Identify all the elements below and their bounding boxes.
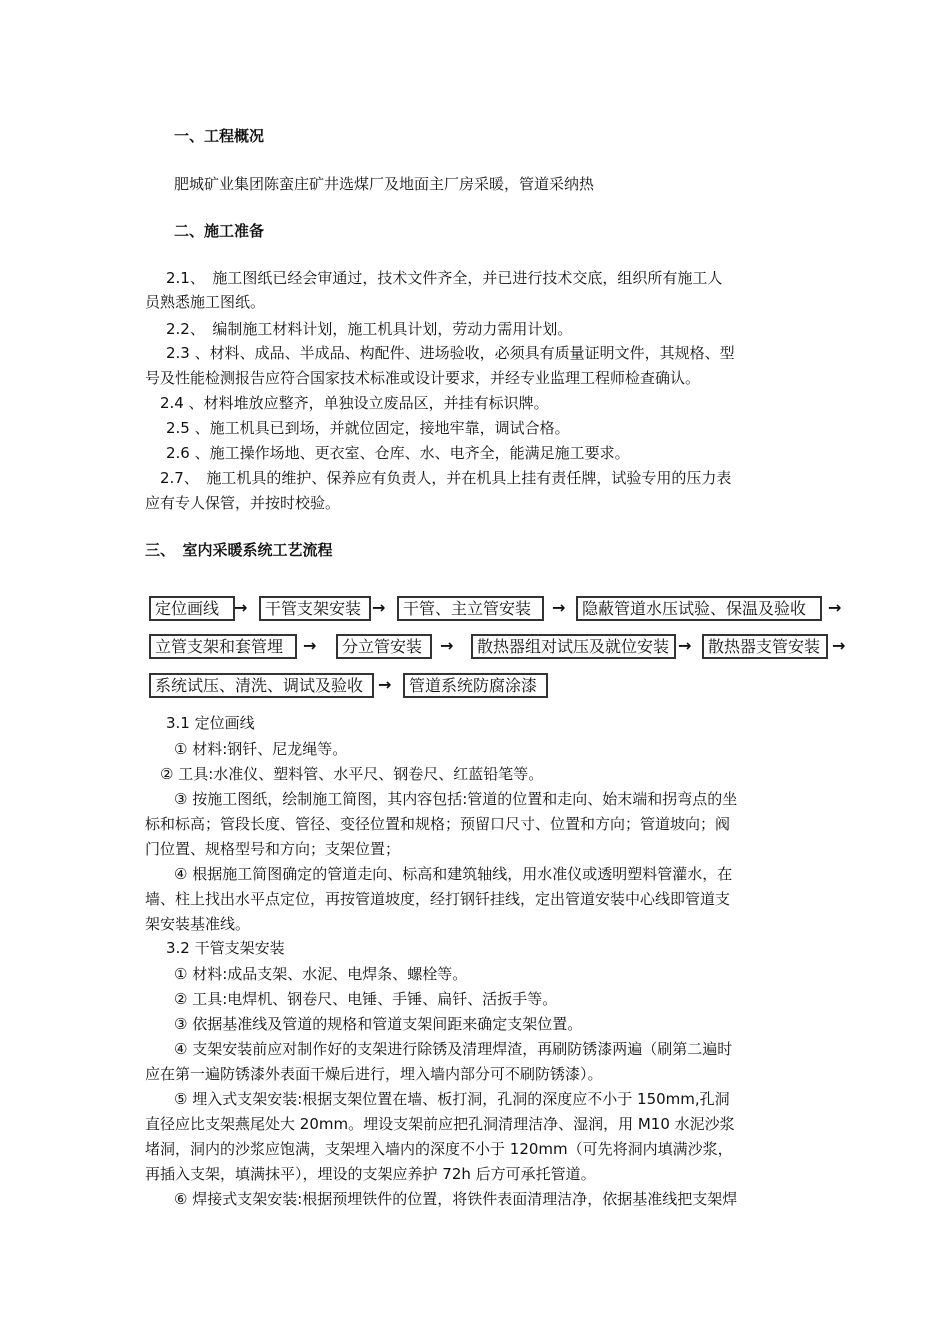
item-2-3: 2.3 、材料、成品、半成品、构配件、进场验收，必须具有质量证明文件，其规格、型 bbox=[166, 344, 735, 362]
flow-arrow: → bbox=[440, 636, 454, 655]
body-line: ③ 依据基准线及管道的规格和管道支架间距来确定支架位置。 bbox=[174, 1015, 583, 1033]
item-2-4: 2.4 、材料堆放应整齐，单独设立废品区，并挂有标识牌。 bbox=[160, 394, 549, 412]
item-2-1-cont: 员熟悉施工图纸。 bbox=[145, 293, 266, 311]
body-line: ④ 根据施工简图确定的管道走向、标高和建筑轴线，用水准仪或透明塑料管灌水，在 bbox=[174, 865, 733, 883]
flow-step-positioning: 定位画线 bbox=[149, 596, 235, 621]
flow-arrow: → bbox=[552, 598, 566, 617]
flow-step-main-support: 干管支架安装 bbox=[259, 596, 371, 621]
body-line: 架安装基准线。 bbox=[145, 915, 251, 933]
body-line: 墙、柱上找出水平点定位，再按管道坡度，经打钢钎挂线，定出管道安装中心线即管道支 bbox=[145, 890, 731, 908]
flow-step-anticorrosion: 管道系统防腐涂漆 bbox=[403, 673, 548, 698]
flow-arrow: → bbox=[372, 598, 386, 617]
body-line: 直径应比支架燕尾处大 20mm。埋设支架前应把孔洞清理洁净、湿润，用 M10 水泥沙浆 bbox=[145, 1115, 735, 1133]
flow-step-radiator-branch: 散热器支管安装 bbox=[702, 634, 828, 659]
section-1-text: 肥城矿业集团陈蛮庄矿井选煤厂及地面主厂房采暖，管道采纳热 bbox=[174, 175, 595, 193]
flow-step-branch-riser: 分立管安装 bbox=[336, 634, 432, 659]
body-line: ② 工具:水准仪、塑料管、水平尺、钢卷尺、红蓝铅笔等。 bbox=[160, 765, 544, 783]
body-line: 门位置、规格型号和方向；支架位置； bbox=[145, 840, 401, 858]
flow-step-main-riser: 干管、主立管安装 bbox=[397, 596, 544, 621]
section-2-title: 二、施工准备 bbox=[174, 222, 265, 240]
body-line: 再插入支架，填满抹平），埋设的支架应养护 72h 后方可承托管道。 bbox=[145, 1165, 596, 1183]
body-line: 标和标高；管段长度、管径、变径位置和规格；预留口尺寸、位置和方向；管道坡向；阀 bbox=[145, 815, 731, 833]
section-1-title: 一、工程概况 bbox=[174, 127, 265, 145]
subsection-3-2-title: 3.2 干管支架安装 bbox=[166, 939, 285, 957]
body-line: ④ 支架安装前应对制作好的支架进行除锈及清理焊渣，再刷防锈漆两遍（刷第二遍时 bbox=[174, 1040, 733, 1058]
flow-arrow: → bbox=[303, 636, 317, 655]
body-line: ③ 按施工图纸，绘制施工简图，其内容包括:管道的位置和走向、始末端和拐弯点的坐 bbox=[174, 790, 738, 808]
item-2-7-cont: 应有专人保管，并按时校验。 bbox=[145, 494, 341, 512]
item-2-3-cont: 号及性能检测报告应符合国家技术标准或设计要求，并经专业监理工程师检查确认。 bbox=[145, 369, 701, 387]
flow-step-hidden-pipe-test: 隐蔽管道水压试验、保温及验收 bbox=[576, 596, 822, 621]
item-2-2: 2.2、 编制施工材料计划，施工机具计划，劳动力需用计划。 bbox=[166, 320, 573, 338]
item-2-6: 2.6 、施工操作场地、更衣室、仓库、水、电齐全，能满足施工要求。 bbox=[166, 444, 630, 462]
body-line: 应在第一遍防锈漆外表面干燥后进行，埋入墙内部分可不刷防锈漆）。 bbox=[145, 1065, 603, 1083]
flow-step-system-test: 系统试压、清洗、调试及验收 bbox=[149, 673, 374, 698]
item-2-1: 2.1、 施工图纸已经会审通过，技术文件齐全，并已进行技术交底，组织所有施工人 bbox=[166, 269, 723, 287]
flow-arrow: → bbox=[832, 636, 846, 655]
body-line: ① 材料:成品支架、水泥、电焊条、螺栓等。 bbox=[174, 965, 468, 983]
body-line: ① 材料:钢钎、尼龙绳等。 bbox=[174, 740, 348, 758]
body-line: ⑥ 焊接式支架安装:根据预埋铁件的位置，将铁件表面清理洁净，依据基准线把支架焊 bbox=[174, 1190, 738, 1208]
flow-step-riser-support: 立管支架和套管埋 bbox=[149, 634, 297, 659]
flow-arrow: → bbox=[234, 598, 248, 617]
item-2-7: 2.7、 施工机具的维护、保养应有负责人，并在机具上挂有责任牌，试验专用的压力表 bbox=[160, 469, 732, 487]
body-line: 堵洞，洞内的沙浆应饱满，支架埋入墙内的深度不小于 120mm（可先将洞内填满沙浆， bbox=[145, 1140, 733, 1158]
subsection-3-1-title: 3.1 定位画线 bbox=[166, 714, 255, 732]
flow-arrow: → bbox=[678, 636, 692, 655]
item-2-5: 2.5 、施工机具已到场，并就位固定，接地牢靠，调试合格。 bbox=[166, 419, 570, 437]
flow-arrow: → bbox=[378, 675, 392, 694]
body-line: ② 工具:电焊机、钢卷尺、电锤、手锤、扁钎、活扳手等。 bbox=[174, 990, 558, 1008]
body-line: ⑤ 埋入式支架安装:根据支架位置在墙、板打洞，孔洞的深度应不小于 150mm,孔洞 bbox=[174, 1090, 730, 1108]
section-3-title: 三、 室内采暖系统工艺流程 bbox=[145, 541, 333, 559]
flow-arrow: → bbox=[828, 598, 842, 617]
flow-step-radiator-assembly: 散热器组对试压及就位安装 bbox=[471, 634, 676, 659]
